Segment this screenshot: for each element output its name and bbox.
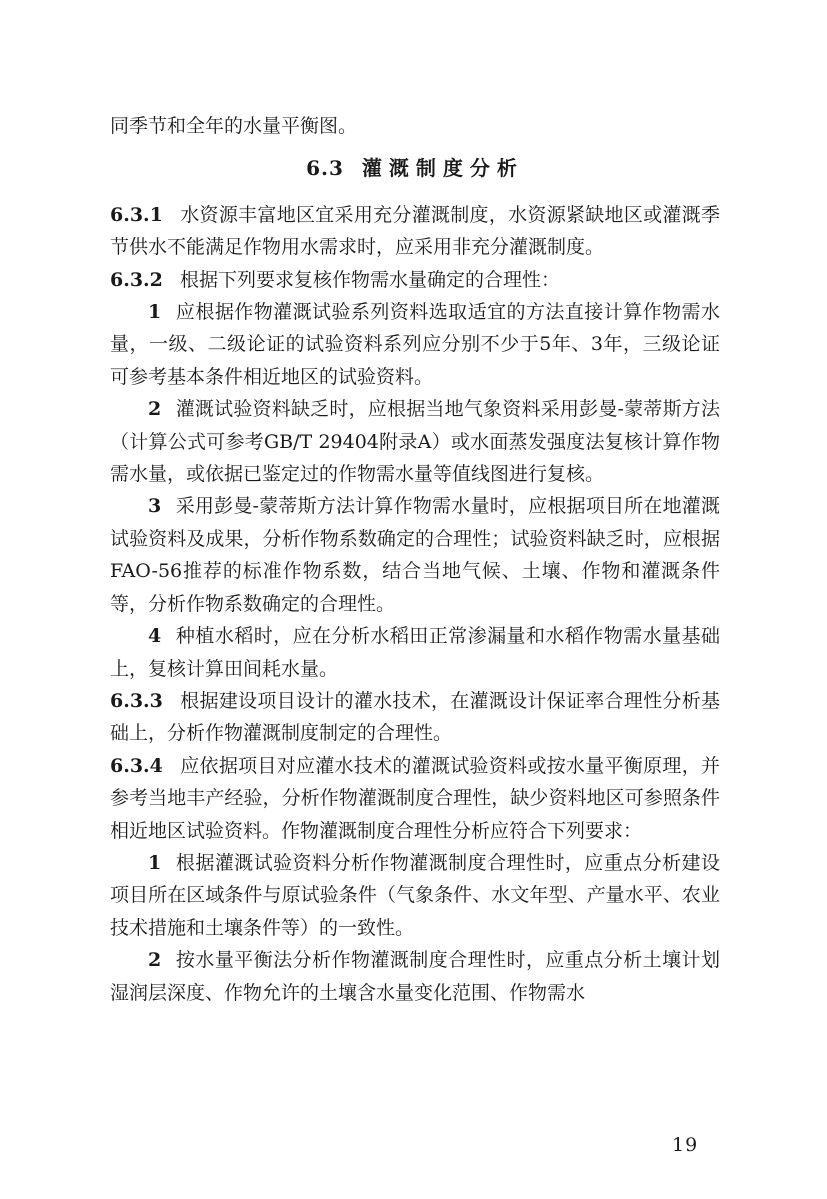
clause-text: 根据建设项目设计的灌水技术，在灌溉设计保证率合理性分析基础上，分析作物灌溉制度制定的合理性。: [110, 689, 720, 745]
list-item: [110, 620, 720, 685]
clause-number: 6.3.3: [110, 689, 163, 712]
item-text: 应根据作物灌溉试验系列资料选取适宜的方法直接计算作物需水量，一级、二级论证的试验资料系列应分别不少于5年、3年，三级论证可参考基本条件相近地区的试验资料。: [110, 301, 720, 388]
clause-number: 6.3.2: [110, 268, 163, 291]
body-text: [110, 110, 720, 1009]
clause-text: 水资源丰富地区宜采用充分灌溉制度，水资源紧缺地区或灌溉季节供水不能满足作物用水需求时，应采用非充分灌溉制度。: [110, 203, 720, 259]
item-text: 种植水稻时，应在分析水稻田正常渗漏量和水稻作物需水量基础上，复核计算田间耗水量。: [110, 625, 720, 680]
clause-text: 应依据项目对应灌水技术的灌溉试验资料或按水量平衡原理，并参考当地丰产经验，分析作物灌溉制度合理性，缺少资料地区可参照条件相近地区试验资料。作物灌溉制度合理性分析应符合下列要求：: [110, 754, 720, 842]
item-number: 2: [148, 949, 162, 972]
clause-6-3-3: [110, 685, 720, 750]
clause-number: 6.3.1: [110, 203, 163, 226]
section-title: 灌溉制度分析: [361, 156, 524, 181]
list-item: [110, 490, 720, 620]
item-number: 2: [148, 398, 162, 421]
list-item: [110, 393, 720, 490]
clause-6-3-2: [110, 264, 720, 296]
page-number: 19: [672, 1134, 699, 1156]
section-heading: [110, 152, 720, 184]
item-text: 根据灌溉试验资料分析作物灌溉制度合理性时，应重点分析建设项目所在区域条件与原试验条件（气象条件、水文年型、产量水平、农业技术措施和土壤条件等）的一致性。: [110, 851, 720, 939]
list-item: [110, 296, 720, 393]
item-text: 按水量平衡法分析作物灌溉制度合理性时，应重点分析土壤计划湿润层深度、作物允许的土壤含水量变化范围、作物需水: [110, 949, 720, 1004]
item-number: 1: [148, 851, 162, 874]
item-text: 灌溉试验资料缺乏时，应根据当地气象资料采用彭曼-蒙蒂斯方法（计算公式可参考GB/T 29404附录A）或水面蒸发强度法复核计算作物需水量，或依据已鉴定过的作物需水量等值线图进行复核。: [110, 398, 720, 486]
item-number: 3: [148, 495, 162, 518]
item-number: 1: [148, 301, 162, 324]
item-number: 4: [148, 625, 162, 648]
clause-text: 根据下列要求复核作物需水量确定的合理性：: [179, 268, 560, 291]
section-number: 6.3: [306, 156, 344, 181]
clause-6-3-1: [110, 199, 720, 264]
list-item: [110, 944, 720, 1009]
clause-6-3-4: [110, 750, 720, 847]
list-item: [110, 847, 720, 944]
item-text: 采用彭曼-蒙蒂斯方法计算作物需水量时，应根据项目所在地灌溉试验资料及成果，分析作物系数确定的合理性；试验资料缺乏时，应根据FAO-56推荐的标准作物系数，结合当地气候、土壤、作物和灌溉条件等，分析作物系数确定的合理性。: [110, 495, 720, 615]
intro-fragment: 同季节和全年的水量平衡图。: [110, 115, 358, 137]
clause-number: 6.3.4: [110, 754, 163, 777]
